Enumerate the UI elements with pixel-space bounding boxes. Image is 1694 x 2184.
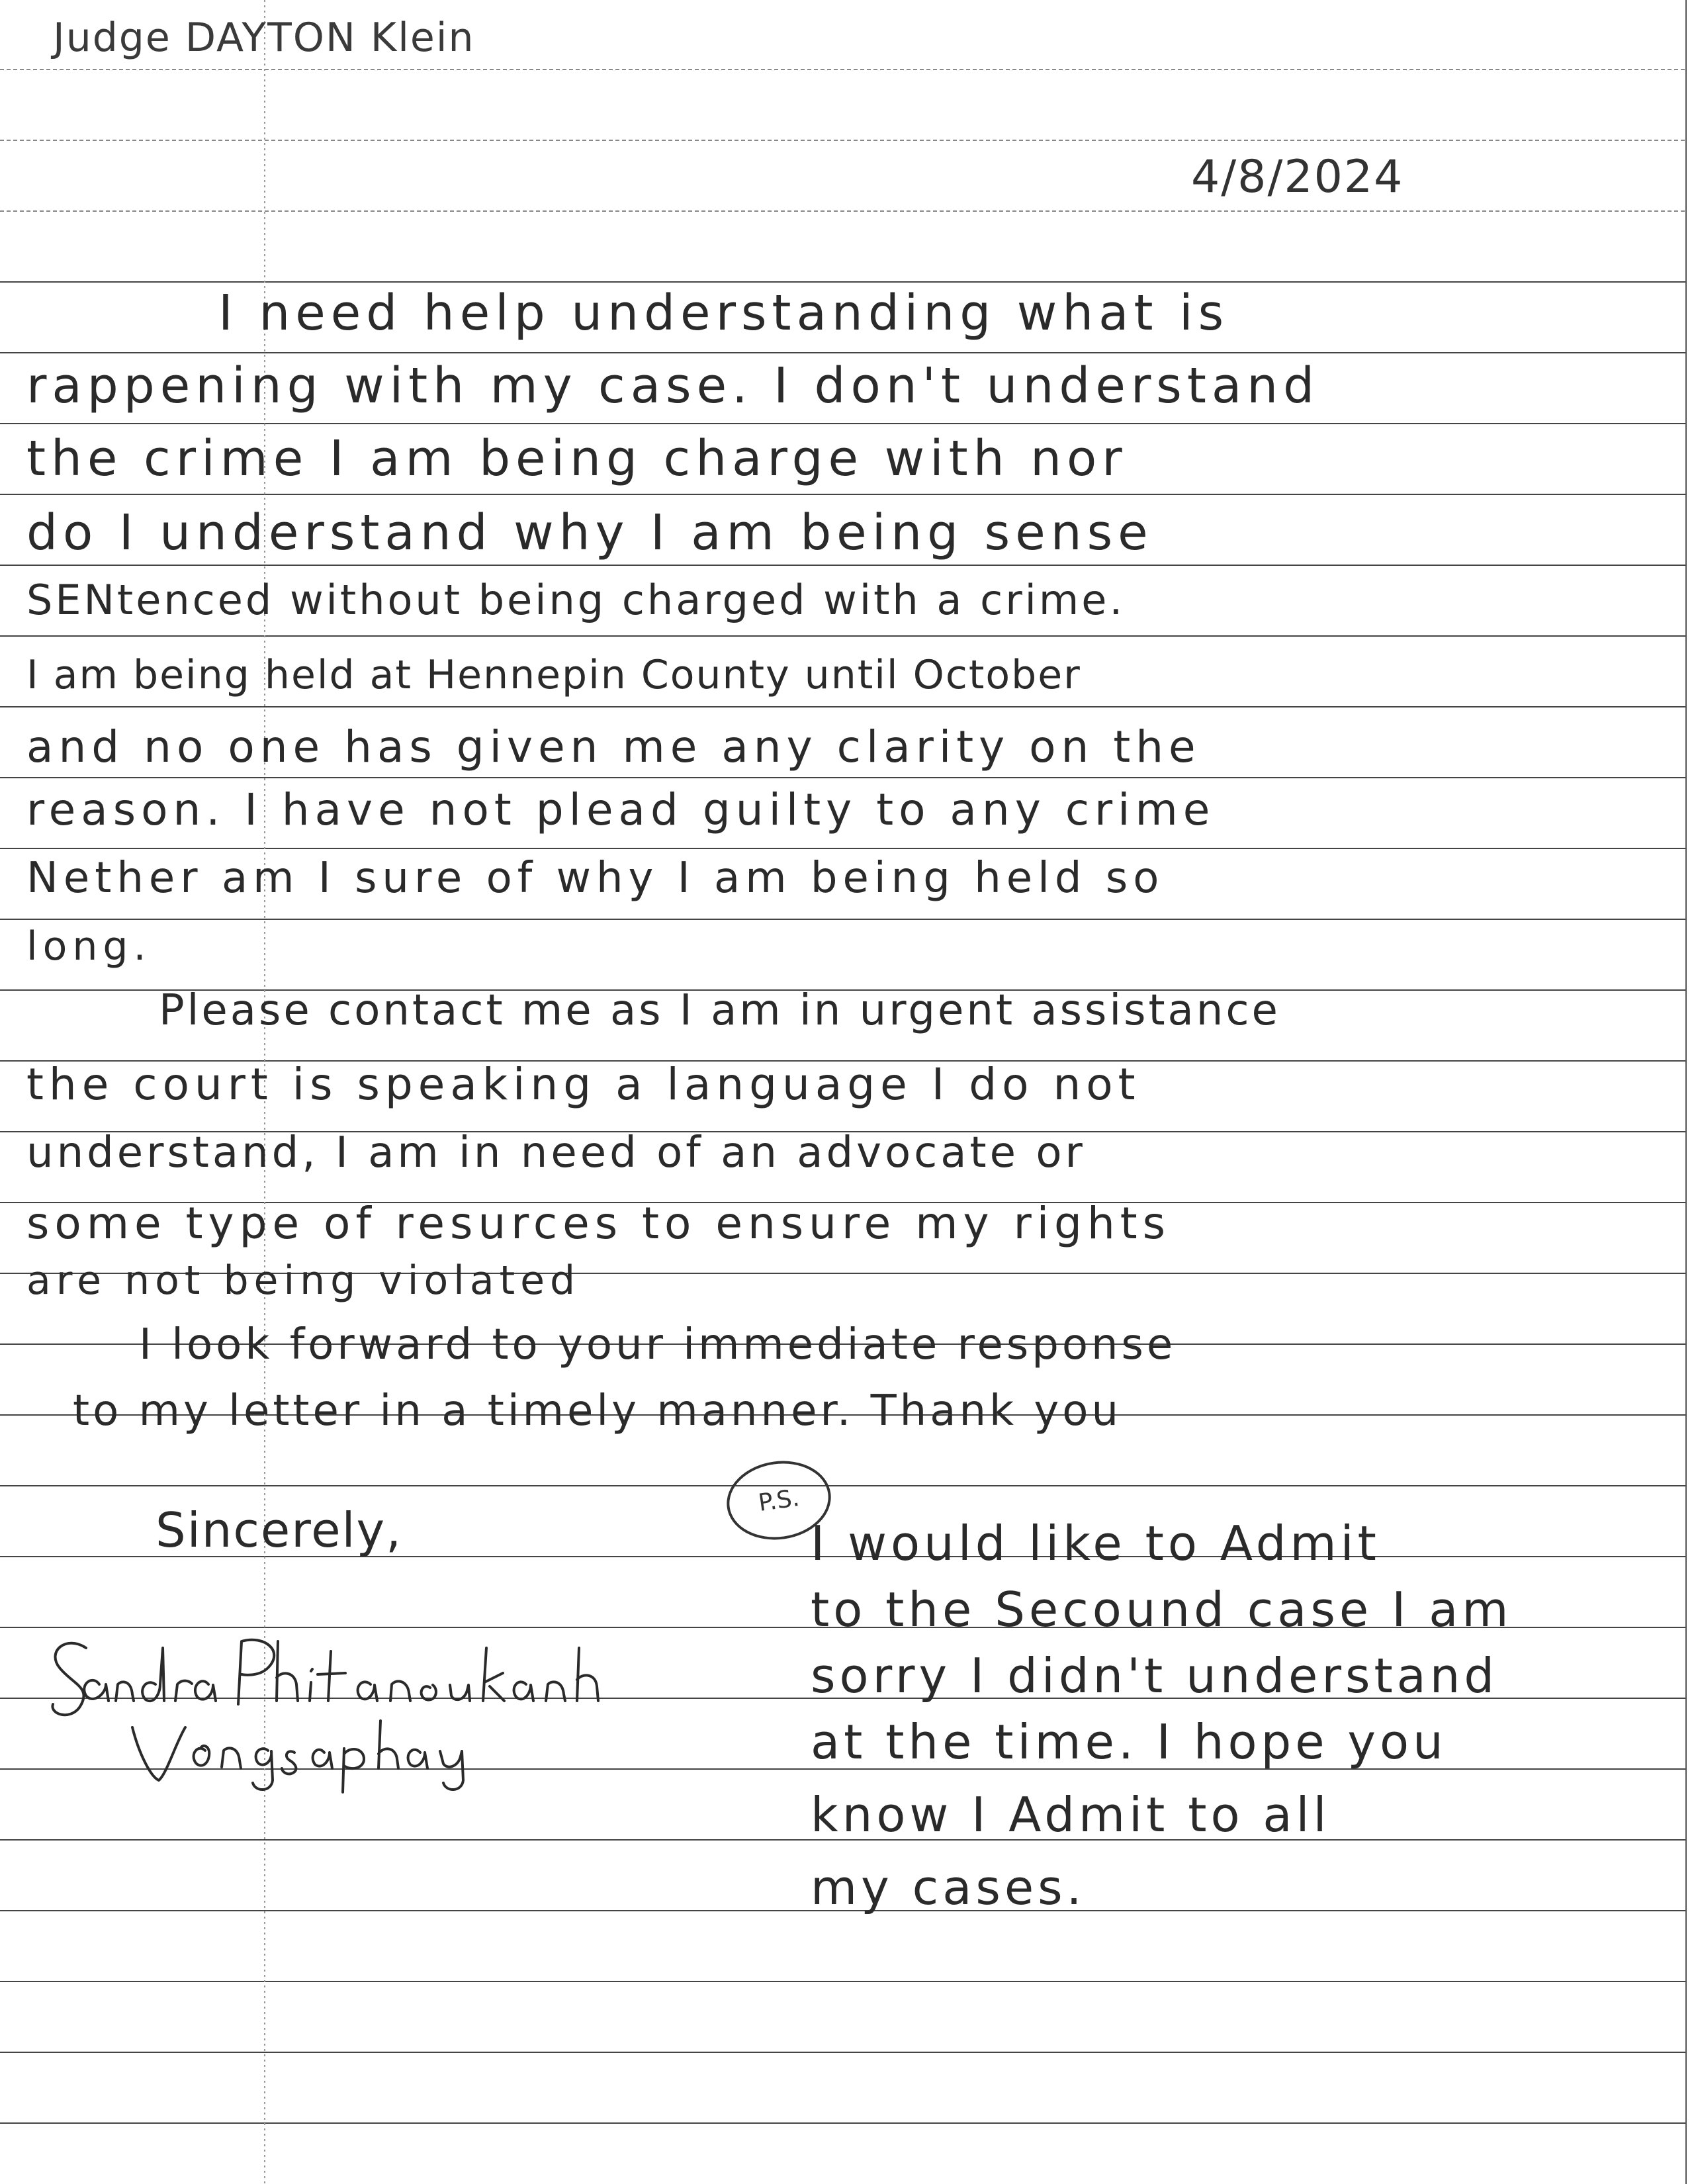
ps-line: I would like to Admit [811, 1516, 1380, 1571]
body-line: are not being violated [26, 1257, 581, 1304]
body-line: and no one has given me any clarity on the [26, 721, 1201, 772]
body-line: some type of resurces to ensure my rights [26, 1198, 1171, 1249]
body-line: long. [26, 923, 152, 970]
addressee: Judge DAYTON Klein [53, 15, 475, 61]
body-line: the crime I am being charge with nor [26, 430, 1128, 487]
handwritten-signature [40, 1621, 662, 1794]
body-line: Nether am I sure of why I am being held so [26, 854, 1165, 903]
body-line: do I understand why I am being sense [26, 504, 1153, 561]
ps-line: to the Secound case I am [811, 1582, 1513, 1637]
closing: Sincerely, [156, 1502, 403, 1558]
body-line: I look forward to your immediate response [139, 1320, 1177, 1369]
body-line: the court is speaking a language I do not [26, 1059, 1141, 1110]
ps-line: at the time. I hope you [811, 1714, 1447, 1770]
body-line: Please contact me as I am in urgent assistance [159, 986, 1280, 1035]
body-line: to my letter in a timely manner. Thank you [73, 1387, 1122, 1435]
body-line: I am being held at Hennepin County until October [26, 652, 1081, 698]
ps-tag: P.S. [722, 1455, 836, 1547]
body-line: rappening with my case. I don't understand [26, 357, 1320, 414]
ps-line: my cases. [811, 1860, 1086, 1915]
body-line: SENtenced without being charged with a crime. [26, 576, 1126, 624]
body-line: I need help understanding what is [218, 285, 1229, 341]
letter-date: 4/8/2024 [1191, 151, 1404, 203]
body-line: understand, I am in need of an advocate or [26, 1128, 1086, 1177]
ps-line: know I Admit to all [811, 1787, 1331, 1843]
ps-line: sorry I didn't understand [811, 1648, 1499, 1704]
body-line: reason. I have not plead guilty to any crime [26, 784, 1216, 835]
